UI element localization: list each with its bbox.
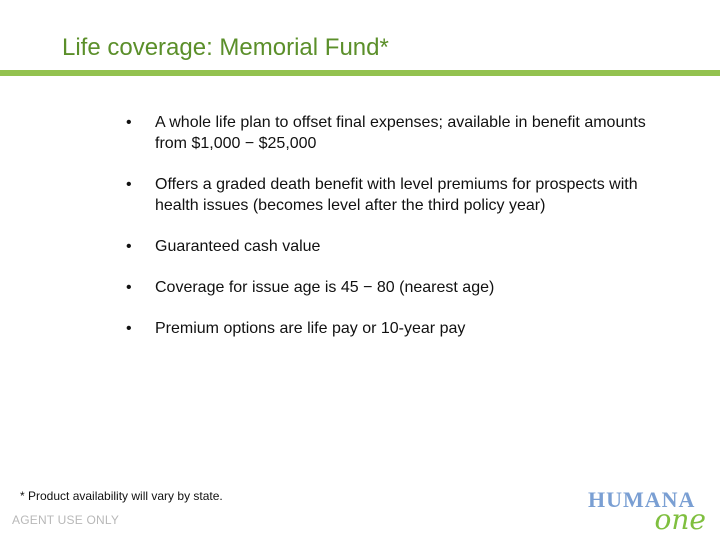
bullet-symbol: • (126, 279, 132, 296)
slide-title: Life coverage: Memorial Fund* (62, 34, 389, 61)
bullet-symbol: • (126, 176, 132, 193)
bullet-text: Premium options are life pay or 10-year pay (155, 320, 466, 337)
bullet-item (126, 318, 646, 339)
bullet-symbol: • (126, 320, 132, 337)
humana-one-logo (588, 487, 714, 535)
bullet-text: Guaranteed cash value (155, 238, 321, 255)
title-divider (0, 70, 720, 76)
bullet-symbol: • (126, 238, 132, 255)
bullet-text: Coverage for issue age is 45 − 80 (nearest age) (155, 279, 495, 296)
agent-use-label: AGENT USE ONLY (12, 513, 120, 527)
bullet-item (126, 112, 646, 154)
bullet-symbol: • (126, 114, 132, 131)
bullet-list (126, 112, 646, 359)
bullet-text: Offers a graded death benefit with level premiums for prospects with health issues (becomes level after the third policy year) (155, 176, 638, 214)
bullet-item (126, 236, 646, 257)
logo-subword: one (654, 503, 706, 536)
bullet-item (126, 174, 646, 216)
footnote: * Product availability will vary by state. (20, 489, 223, 503)
bullet-item (126, 277, 646, 298)
logo-wordmark: HUMANA (588, 487, 696, 512)
bullet-text: A whole life plan to offset final expenses; available in benefit amounts from $1,000 − $25,000 (155, 114, 646, 152)
